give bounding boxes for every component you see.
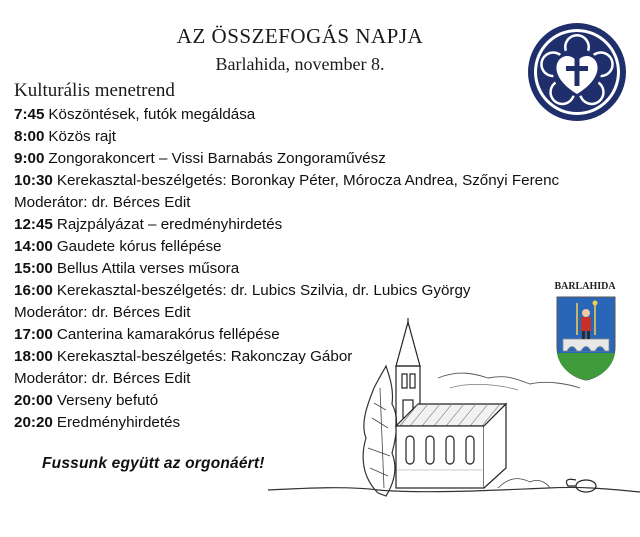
slogan: Fussunk együtt az orgonáért! [42, 455, 265, 472]
schedule-text: Canterina kamarakórus fellépése [56, 326, 280, 343]
schedule-time: 14:00 [14, 238, 53, 255]
schedule-item [14, 104, 559, 126]
event-date-location: Barlahida, november 8. [215, 54, 385, 74]
schedule-time: 20:20 [14, 414, 53, 431]
schedule-text: Gaudete kórus fellépése [56, 238, 222, 255]
event-title: AZ ÖSSZEFOGÁS NAPJA [176, 24, 424, 48]
schedule-time: 18:00 [14, 348, 53, 365]
schedule-text: Kerekasztal-beszélgetés: Rakonczay Gábor [56, 348, 353, 365]
schedule-time: 20:00 [14, 392, 53, 409]
schedule-time: 17:00 [14, 326, 53, 343]
schedule-text: Verseny befutó [56, 392, 159, 409]
section-title: Kulturális menetrend [14, 80, 175, 101]
schedule-text: Rajzpályázat – eredményhirdetés [56, 216, 283, 233]
schedule-text: Eredményhirdetés [56, 414, 181, 431]
schedule-item [14, 258, 559, 280]
church-illustration [268, 318, 640, 518]
schedule-time: 16:00 [14, 282, 53, 299]
coat-of-arms-label: BARLAHIDA [554, 281, 616, 292]
schedule-text: Közös rajt [48, 128, 116, 145]
schedule-item [14, 280, 559, 302]
schedule-text: Kerekasztal-beszélgetés: dr. Lubics Szilvia, dr. Lubics György [56, 282, 471, 299]
schedule-item [14, 170, 559, 192]
schedule-time: 10:30 [14, 172, 53, 189]
schedule-item [14, 126, 559, 148]
schedule-text: Moderátor: dr. Bérces Edit [14, 304, 191, 321]
schedule-time: 12:45 [14, 216, 53, 233]
schedule-time: 7:45 [14, 106, 45, 123]
schedule-text: Moderátor: dr. Bérces Edit [14, 194, 191, 211]
schedule-text: Moderátor: dr. Bérces Edit [14, 370, 191, 387]
schedule-item [14, 192, 559, 214]
schedule-text: Zongorakoncert – Vissi Barnabás Zongoraművész [48, 150, 386, 167]
schedule-text: Kerekasztal-beszélgetés: Boronkay Péter, Mórocza Andrea, Szőnyi Ferenc [56, 172, 560, 189]
schedule-item [14, 236, 559, 258]
schedule-text: Köszöntések, futók megáldása [48, 106, 256, 123]
schedule-item [14, 214, 559, 236]
schedule-time: 8:00 [14, 128, 45, 145]
schedule-item [14, 148, 559, 170]
luther-rose-icon [527, 22, 627, 122]
schedule-time: 15:00 [14, 260, 53, 277]
schedule-time: 9:00 [14, 150, 45, 167]
schedule-text: Bellus Attila verses műsora [56, 260, 240, 277]
